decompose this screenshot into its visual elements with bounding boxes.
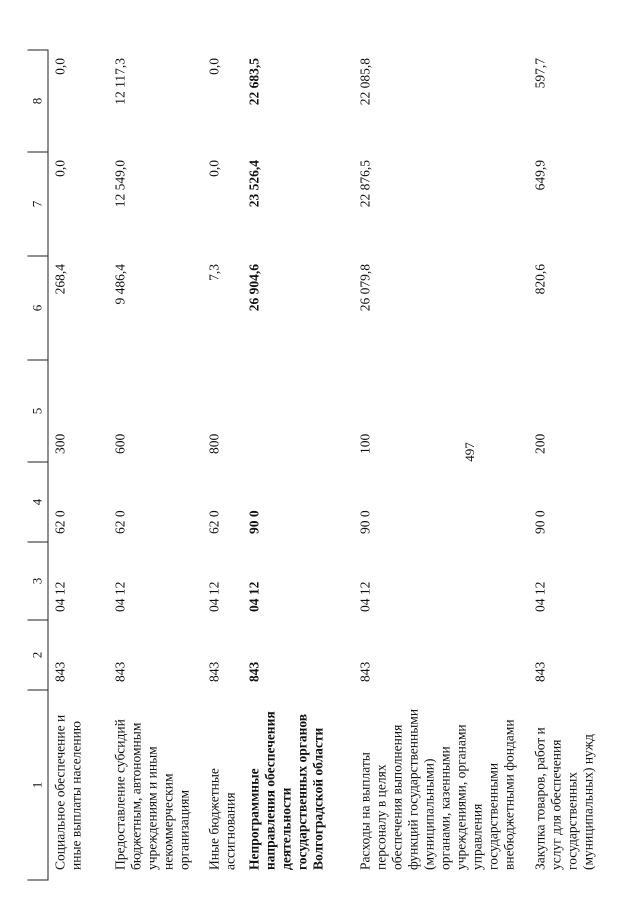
- row-expense-type: 200: [532, 433, 548, 454]
- row-code: 843: [112, 661, 128, 682]
- col-header: 6: [28, 256, 49, 360]
- budget-table: [28, 49, 613, 880]
- row-value-8: 12 117,3: [112, 57, 128, 105]
- row-name: Непрограммные направления обеспечения деятельности государственных органов Волгоградской области: [246, 710, 326, 870]
- row-value-7: 12 549,0: [112, 159, 128, 207]
- row-value-8: 0,0: [206, 57, 222, 75]
- row-value-8: 22 683,5: [246, 57, 262, 105]
- row-value-6: 268,4: [52, 263, 68, 294]
- row-value-7: 22 876,5: [357, 159, 373, 207]
- row-value-8: 597,7: [532, 57, 548, 88]
- row-expense-type: [243, 360, 354, 462]
- row-value-6: 820,6: [532, 263, 548, 294]
- row-target: 90 0: [532, 509, 548, 534]
- table-row: [353, 50, 528, 880]
- row-value-6: 26 904,6: [246, 263, 262, 311]
- row-expense-type: 800: [206, 433, 222, 454]
- rotated-page: [28, 50, 613, 880]
- row-value-7: 0,0: [206, 159, 222, 177]
- row-section: 04 12: [246, 581, 262, 612]
- row-value-6: 9 486,4: [112, 263, 128, 304]
- row-expense-type: 100: [357, 433, 373, 454]
- row-name: Социальное обеспечение и иные выплаты населению: [52, 714, 84, 870]
- row-code: 843: [357, 661, 373, 682]
- col-header: 3: [28, 542, 49, 620]
- col-header: 2: [28, 620, 49, 690]
- col-header: 7: [28, 152, 49, 256]
- row-expense-type: 600: [112, 433, 128, 454]
- row-name: Расходы на выплаты персоналу в целях обеспечения выполнения функций государственными (муниципальными) органами, казенными учреждениями, органами управления государственными внебюджетными фондами: [357, 708, 517, 870]
- table-row: [202, 50, 243, 880]
- row-section: 04 12: [532, 581, 548, 612]
- row-value-7: 0,0: [52, 159, 68, 177]
- row-code: 843: [246, 661, 262, 682]
- row-value-6: 26 079,8: [357, 263, 373, 311]
- table-row: [528, 50, 612, 880]
- page-number: 497: [462, 442, 477, 462]
- col-header: 5: [28, 360, 49, 462]
- col-header: 1: [28, 690, 49, 880]
- row-name: Предоставление субсидий бюджетным, автономным учреждениям и иным некоммерческим организациям: [112, 718, 192, 870]
- table-row: [48, 50, 108, 880]
- row-target: 62 0: [112, 509, 128, 534]
- table-row: [108, 50, 202, 880]
- row-value-6: 7,3: [206, 263, 222, 281]
- col-header: 4: [28, 462, 49, 542]
- row-code: 843: [52, 661, 68, 682]
- row-code: 843: [532, 661, 548, 682]
- row-value-7: 23 526,4: [246, 159, 262, 207]
- row-name: Иные бюджетные ассигнования: [206, 767, 238, 870]
- row-section: 04 12: [357, 581, 373, 612]
- row-value-8: 22 085,8: [357, 57, 373, 105]
- row-name: Закупка товаров, работ и услуг для обеспечения государственных (муниципальных) нужд: [532, 726, 596, 870]
- row-value-8: 0,0: [52, 57, 68, 75]
- row-target: 62 0: [52, 509, 68, 534]
- row-target: 62 0: [206, 509, 222, 534]
- row-expense-type: 300: [52, 433, 68, 454]
- row-section: 04 12: [52, 581, 68, 612]
- col-header: 8: [28, 50, 49, 152]
- row-target: 90 0: [357, 509, 373, 534]
- row-section: 04 12: [206, 581, 222, 612]
- row-target: 90 0: [246, 509, 262, 534]
- row-value-7: 649,9: [532, 159, 548, 190]
- row-section: 04 12: [112, 581, 128, 612]
- table-row-total: [243, 50, 354, 880]
- row-code: 843: [206, 661, 222, 682]
- header-row: [28, 50, 49, 880]
